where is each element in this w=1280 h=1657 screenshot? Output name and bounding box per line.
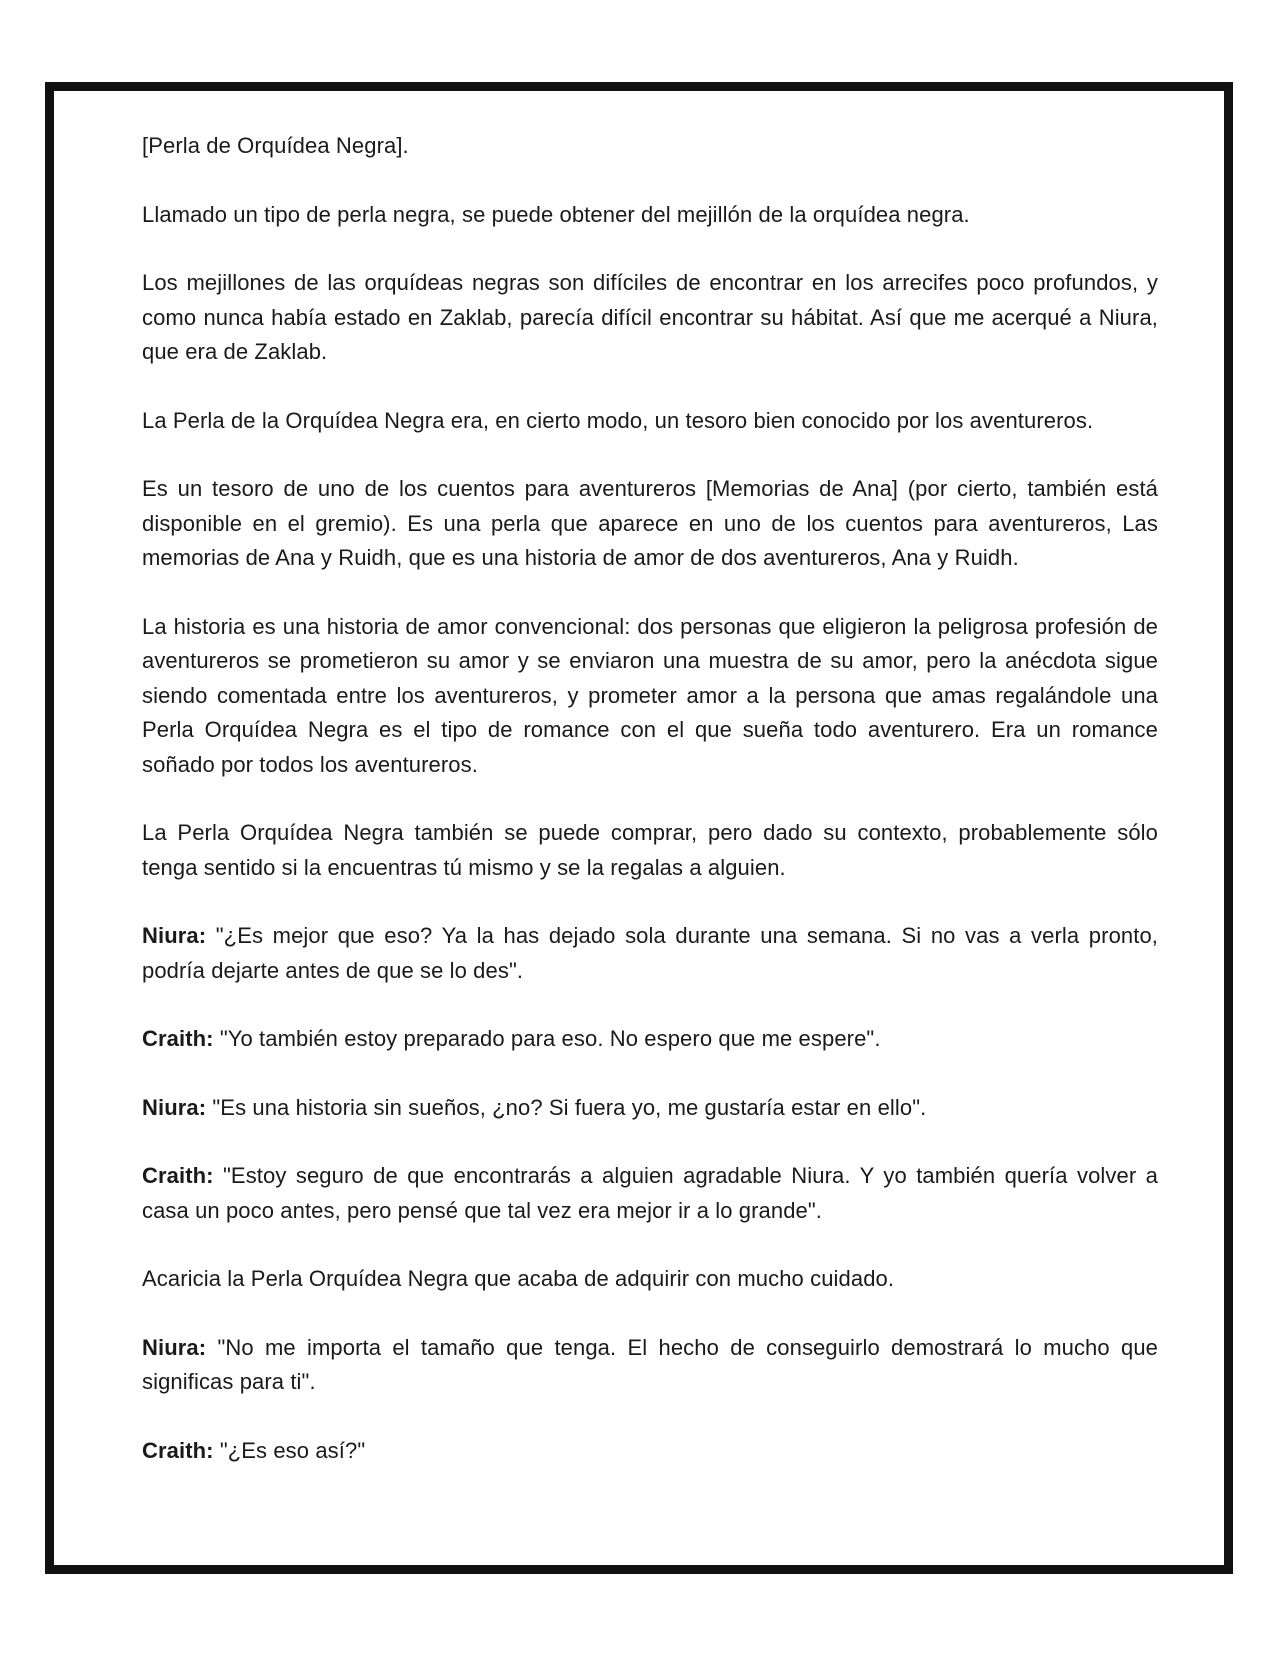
dialogue-line (142, 1159, 1158, 1228)
speaker-name: Craith: (142, 1026, 214, 1051)
paragraph (142, 816, 1158, 885)
text-column (142, 129, 1158, 1468)
dialogue-text: "¿Es mejor que eso? Ya la has dejado sola durante una semana. Si no vas a verla pronto, podría dejarte antes de que se lo des". (142, 923, 1159, 983)
paragraph (142, 472, 1158, 576)
paragraph-text: Los mejillones de las orquídeas negras son difíciles de encontrar en los arrecifes poco profundos, y como nunca había estado en Zaklab, parecía difícil encontrar su hábitat. Así que me acerqué a Niura, que era de Zaklab. (142, 270, 1158, 364)
speaker-name: Niura: (142, 1094, 207, 1120)
dialogue-line (142, 1091, 1158, 1126)
dialogue-line (142, 1331, 1158, 1400)
paragraph-text: Acaricia la Perla Orquídea Negra que acaba de adquirir con mucho cuidado. (142, 1266, 895, 1291)
paragraph (142, 610, 1158, 783)
paragraph (142, 198, 1158, 233)
dialogue-line (142, 919, 1158, 988)
speaker-name: Niura: (142, 1334, 207, 1360)
dialogue-line (142, 1022, 1158, 1057)
dialogue-text: "¿Es eso así?" (219, 1437, 366, 1463)
paragraph (142, 266, 1158, 370)
paragraph (142, 404, 1158, 439)
paragraph-text: Es un tesoro de uno de los cuentos para aventureros [Memorias de Ana] (por cierto, también está disponible en el gremio). Es una perla que aparece en uno de los cuentos para aventureros, Las memorias de Ana y Ruidh, que es una historia de amor de dos aventureros, Ana y Ruidh. (142, 476, 1158, 570)
dialogue-text: "Estoy seguro de que encontrarás a alguien agradable Niura. Y yo también quería volver a casa un poco antes, pero pensé que tal vez era mejor ir a lo grande". (142, 1163, 1158, 1223)
paragraph-text: La historia es una historia de amor convencional: dos personas que eligieron la peligrosa profesión de aventureros se prometieron su amor y se enviaron una muestra de su amor, pero la anécdota sigue siendo comentada entre los aventureros, y prometer amor a la persona que amas regalándole una Perla Orquídea Negra es el tipo de romance con el que sueña todo aventurero. Era un romance soñado por todos los aventureros. (142, 613, 1158, 777)
paragraph-text: La Perla Orquídea Negra también se puede comprar, pero dado su contexto, probablemente sólo tenga sentido si la encuentras tú mismo y se la regalas a alguien. (142, 820, 1158, 880)
page-frame (45, 82, 1233, 1574)
dialogue-line (142, 1434, 1158, 1469)
dialogue-text: "No me importa el tamaño que tenga. El hecho de conseguirlo demostrará lo mucho que significas para ti". (142, 1334, 1158, 1394)
paragraph-text: La Perla de la Orquídea Negra era, en cierto modo, un tesoro bien conocido por los aventureros. (142, 407, 1094, 433)
speaker-name: Craith: (142, 1437, 214, 1463)
paragraph-text: [Perla de Orquídea Negra]. (142, 133, 409, 158)
paragraph-title (142, 129, 1158, 164)
paragraph (142, 1262, 1158, 1297)
dialogue-text: "Es una historia sin sueños, ¿no? Si fuera yo, me gustaría estar en ello". (212, 1094, 927, 1120)
speaker-name: Niura: (142, 923, 207, 948)
paragraph-text: Llamado un tipo de perla negra, se puede obtener del mejillón de la orquídea negra. (142, 201, 970, 227)
speaker-name: Craith: (142, 1163, 214, 1188)
dialogue-text: "Yo también estoy preparado para eso. No espero que me espere". (219, 1026, 881, 1051)
